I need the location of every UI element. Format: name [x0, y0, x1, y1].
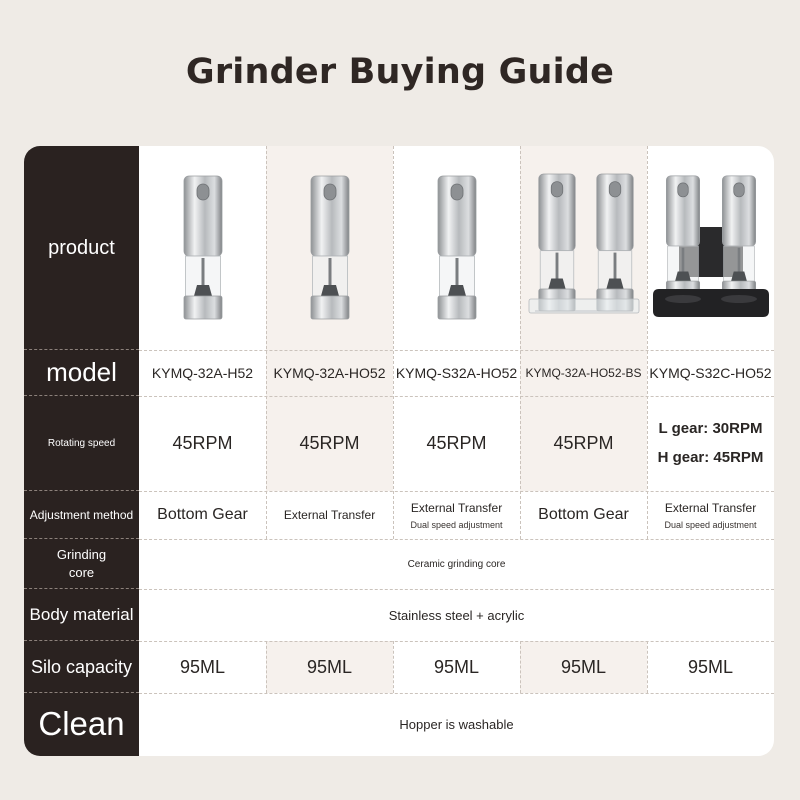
product-image-4: [520, 146, 647, 350]
single-grinder-image: [437, 175, 477, 321]
clean-value: Hopper is washable: [399, 717, 514, 732]
speed-cell: 45RPM: [299, 433, 360, 453]
row-label-column: [24, 146, 139, 756]
silo-cell: 95ML: [306, 656, 353, 677]
row-label-silo-capacity: Silo capacity: [24, 641, 139, 693]
adjustment-note: Dual speed adjustment: [664, 519, 757, 530]
speed-cell: 45RPM: [426, 433, 487, 453]
adjustment-method: External Transfer: [664, 500, 757, 515]
speed-cell: 45RPM: [553, 433, 614, 453]
row-label-body-material: Body material: [24, 589, 139, 641]
grinder-pair-with-black-base-image: [649, 175, 773, 321]
model-cell: KYMQ-S32C-HO52: [649, 365, 772, 381]
single-grinder-image: [310, 175, 350, 321]
adjustment-cell: [266, 491, 393, 539]
adjustment-method: Bottom Gear: [538, 506, 629, 523]
row-label-clean: Clean: [38, 705, 125, 743]
silo-cell: 95ML: [560, 656, 607, 677]
grinding-core-value: Ceramic grinding core: [407, 558, 506, 570]
row-label-model: model: [24, 350, 139, 396]
speed-line-high: H gear: 45RPM: [657, 448, 764, 466]
page-title: Grinder Buying Guide: [185, 52, 615, 92]
speed-cell: [647, 396, 774, 491]
adjustment-cell: [520, 491, 647, 539]
adjustment-method: External Transfer: [410, 500, 503, 515]
row-label-rotating-speed: Rotating speed: [24, 396, 139, 491]
single-grinder-image: [183, 175, 223, 321]
silo-cell: 95ML: [179, 656, 226, 677]
adjustment-cell: [647, 491, 774, 539]
comparison-table: [24, 146, 774, 756]
row-label-adjustment-method: Adjustment method: [24, 491, 139, 539]
row-label-grinding-core: Grinding core: [24, 539, 139, 589]
speed-line-low: L gear: 30RPM: [658, 420, 763, 437]
model-cell: KYMQ-32A-H52: [151, 365, 254, 381]
adjustment-method: Bottom Gear: [157, 506, 248, 523]
product-image-1: [139, 146, 266, 350]
adjustment-cell: [139, 491, 266, 539]
product-image-2: [266, 146, 393, 350]
model-cell: KYMQ-S32A-HO52: [395, 365, 518, 381]
adjustment-note: Dual speed adjustment: [410, 519, 503, 530]
silo-cell: 95ML: [433, 656, 480, 677]
adjustment-cell: [393, 491, 520, 539]
product-image-3: [393, 146, 520, 350]
row-label-product: product: [24, 146, 139, 350]
grinder-pair-with-stand-image: [525, 173, 643, 323]
speed-cell: 45RPM: [172, 433, 233, 453]
body-material-value: Stainless steel + acrylic: [388, 607, 525, 623]
silo-cell: 95ML: [687, 656, 734, 677]
adjustment-method: External Transfer: [283, 508, 376, 522]
model-cell: KYMQ-32A-HO52: [273, 365, 386, 381]
model-cell: KYMQ-32A-HO52-BS: [525, 366, 642, 380]
product-image-5: [647, 146, 774, 350]
